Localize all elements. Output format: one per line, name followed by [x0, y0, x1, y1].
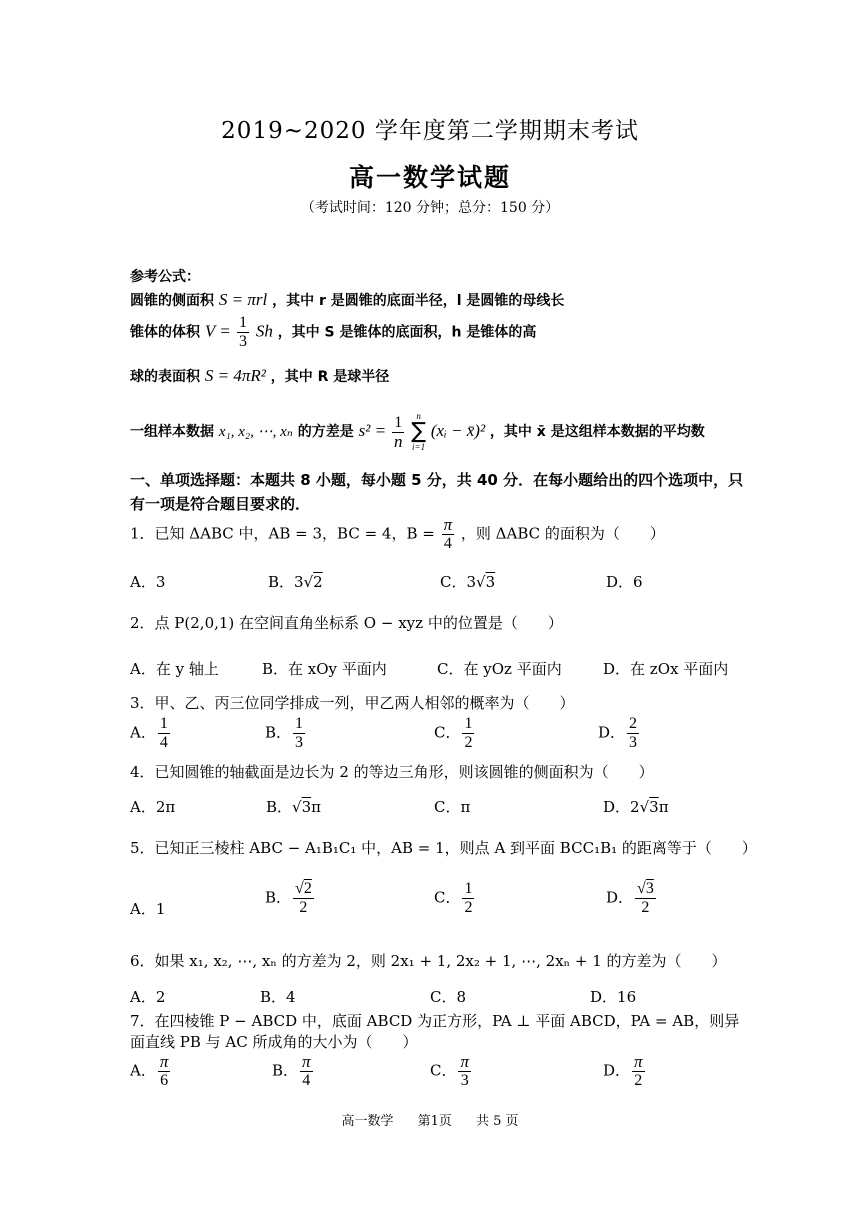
- question-7-cont: 面直线 PB 与 AC 所成角的大小为（ ）: [130, 1033, 418, 1051]
- fraction: $\frac{\pi}{6}$: [159, 1052, 169, 1089]
- section-heading: 一、单项选择题：本题共 8 小题，每小题 5 分，共 40 分．在每小题给出的四个选项中，只: [130, 471, 744, 489]
- q4-option-a: A．2π: [130, 798, 176, 816]
- q4-option-d: D．2√3π: [603, 798, 669, 816]
- exam-info: （考试时间：120 分钟；总分：150 分）: [300, 200, 560, 216]
- exam-title: 2019~2020 学年度第二学期期末考试: [221, 118, 639, 144]
- question-4: 4．已知圆锥的轴截面是边长为 2 的等边三角形，则该圆锥的侧面积为（ ）: [130, 763, 654, 781]
- fraction: $\frac{1}{2}$: [464, 880, 473, 916]
- fraction: $\frac{1}{n}$: [394, 413, 403, 451]
- q7-option-b: B． $\frac{\pi}{4}$: [272, 1052, 311, 1089]
- q2-option-c: C．在 yOz 平面内: [437, 660, 562, 678]
- fraction: $\frac{\pi}{4}$: [443, 515, 453, 552]
- q6-option-c: C．8: [430, 988, 467, 1006]
- q4-option-c: C．π: [434, 798, 471, 816]
- q7-option-c: C． $\frac{\pi}{3}$: [430, 1052, 470, 1089]
- formula-cone-volume: 锥体的体积 V = $\frac{1}{3}$ Sh ，其中 S 是锥体的底面积，h 是锥体的高: [130, 314, 537, 350]
- q1-option-a: A．3: [130, 573, 166, 591]
- question-6: 6．如果 x₁, x₂, ⋯, xₙ 的方差为 2，则 2x₁ + 1, 2x₂ + 1, ⋯, 2xₙ + 1 的方差为（ ）: [130, 952, 727, 970]
- footer-subject: 高一数学: [341, 1114, 394, 1129]
- summation: n ∑ i=1: [411, 411, 426, 452]
- fraction: $\frac{1}{3}$: [238, 314, 247, 350]
- q3-option-b: B． $\frac{1}{3}$: [265, 715, 304, 751]
- q6-option-d: D．16: [590, 988, 637, 1006]
- q6-option-a: A．2: [130, 988, 166, 1006]
- q2-option-b: B．在 xOy 平面内: [262, 660, 387, 678]
- q1-option-c: C．3√3: [440, 573, 496, 591]
- q7-option-d: D． $\frac{\pi}{2}$: [603, 1052, 643, 1089]
- formula-sphere: 球的表面积 S = 4πR² ，其中 R 是球半径: [130, 366, 390, 385]
- footer-total: 共 5 页: [476, 1114, 519, 1129]
- fraction: $\frac{1}{3}$: [295, 715, 304, 751]
- fraction: $\frac{1}{2}$: [464, 715, 473, 751]
- fraction: $\frac{\pi}{2}$: [634, 1052, 643, 1089]
- exam-subtitle: 高一数学试题: [348, 163, 511, 192]
- fraction: $\frac{√2}{2}$: [295, 880, 312, 916]
- q6-option-b: B．4: [260, 988, 296, 1006]
- q3-option-d: D． $\frac{2}{3}$: [598, 715, 638, 751]
- q1-option-d: D．6: [606, 573, 643, 591]
- formula-variance: 一组样本数据 x₁, x₂, ⋯, xₙ 的方差是 s² = $\frac{1}{n}$ n ∑ i=1 (xᵢ − x̄)² ，其中 x̄ 是这组样本数据的平均数: [130, 411, 705, 452]
- page-footer: [0, 1110, 860, 1129]
- fraction: $\frac{2}{3}$: [629, 715, 638, 751]
- q4-option-b: B．√3π: [266, 798, 321, 816]
- question-5: 5．已知正三棱柱 ABC − A₁B₁C₁ 中，AB = 1，则点 A 到平面 BCC₁B₁ 的距离等于（ ）: [130, 839, 757, 857]
- q5-option-d: D． $\frac{√3}{2}$: [606, 880, 654, 916]
- q1-option-b: B．3√2: [268, 573, 323, 591]
- q5-option-c: C． $\frac{1}{2}$: [434, 880, 473, 916]
- question-7: 7．在四棱锥 P − ABCD 中，底面 ABCD 为正方形，PA ⊥ 平面 ABCD，PA = AB，则异: [130, 1012, 740, 1030]
- q5-option-b: B． $\frac{√2}{2}$: [265, 880, 312, 916]
- fraction: $\frac{1}{4}$: [159, 715, 168, 751]
- question-1: 1．已知 ΔABC 中，AB = 3，BC = 4，B = $\frac{\pi}{4}$ ，则 ΔABC 的面积为（ ）: [130, 515, 665, 552]
- fraction: $\frac{\pi}{3}$: [460, 1052, 470, 1089]
- question-3: 3．甲、乙、丙三位同学排成一列，甲乙两人相邻的概率为（ ）: [130, 694, 575, 712]
- question-2: 2．点 P(2,0,1) 在空间直角坐标系 O − xyz 中的位置是（ ）: [130, 614, 563, 632]
- formula-cone-lateral: 圆锥的侧面积 S = πrl ，其中 r 是圆锥的底面半径，l 是圆锥的母线长: [130, 290, 565, 309]
- q2-option-a: A．在 y 轴上: [130, 660, 219, 678]
- formulas-heading: 参考公式：: [130, 269, 200, 285]
- fraction: $\frac{√3}{2}$: [637, 880, 654, 916]
- footer-page: 第1页: [417, 1114, 452, 1129]
- q3-option-c: C． $\frac{1}{2}$: [434, 715, 473, 751]
- q5-option-a: A．1: [130, 900, 166, 918]
- q3-option-a: A． $\frac{1}{4}$: [130, 715, 168, 751]
- q7-option-a: A． $\frac{\pi}{6}$: [130, 1052, 169, 1089]
- section-heading-cont: 有一项是符合题目要求的．: [130, 495, 311, 513]
- q2-option-d: D．在 zOx 平面内: [603, 660, 729, 678]
- fraction: $\frac{\pi}{4}$: [302, 1052, 311, 1089]
